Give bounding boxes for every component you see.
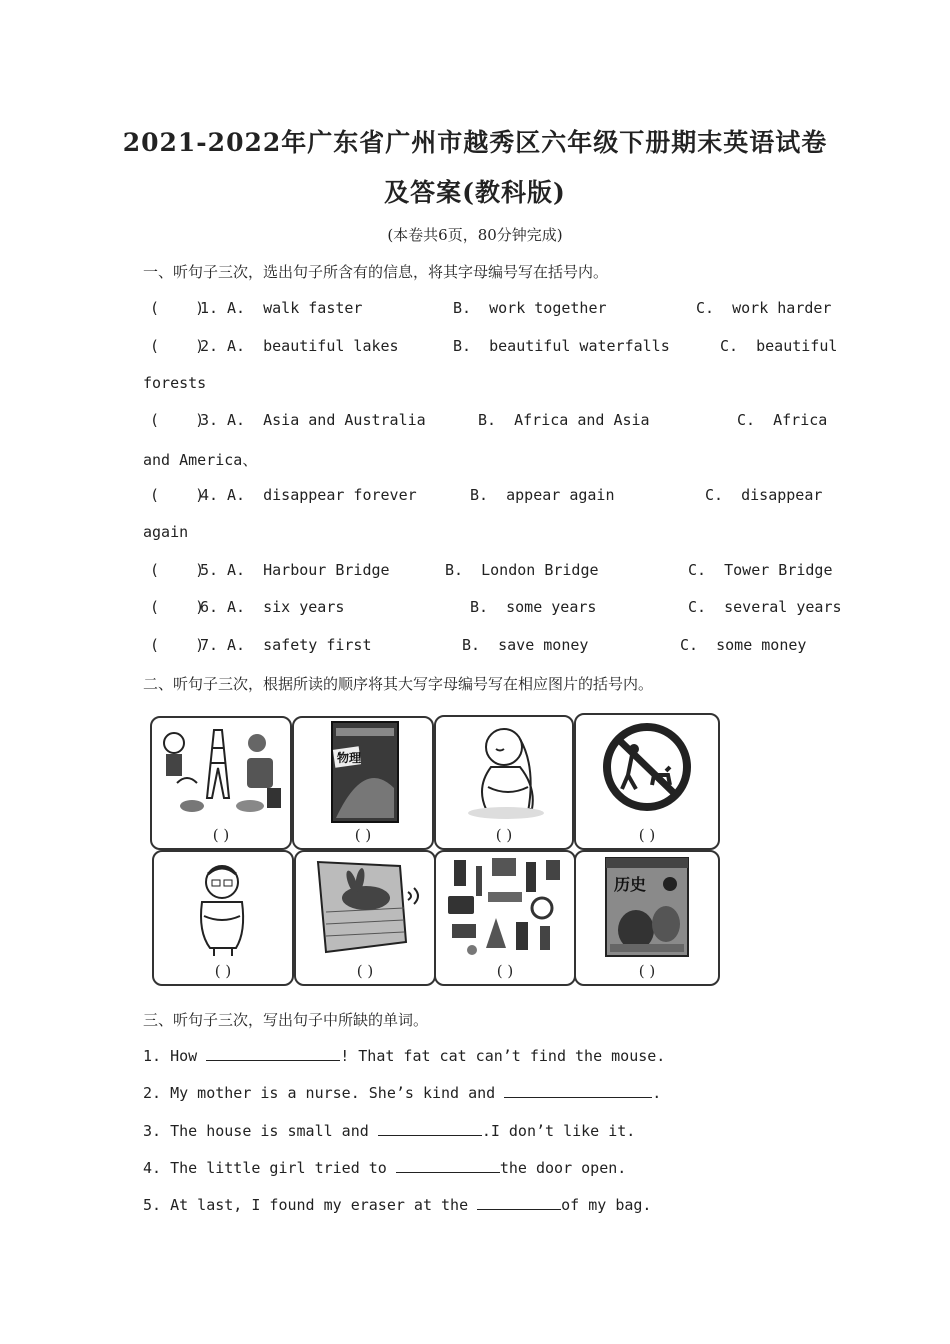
rabbit-wall-icon <box>296 852 434 960</box>
sentence-text: 1. How <box>143 1047 207 1065</box>
option-c: C. disappear <box>705 486 823 504</box>
fill-sentence-5 <box>143 1195 651 1214</box>
option-b: B. beautiful waterfalls <box>453 337 670 355</box>
section1-heading: 一、听句子三次，选出句子所含有的信息，将其字母编号写在括号内。 <box>143 263 609 281</box>
picture-paren[interactable]: ( ) <box>638 826 656 844</box>
option-c-wrap: and America、 <box>143 451 258 469</box>
picture-cell-physics-book <box>292 716 434 850</box>
option-b: B. some years <box>470 598 597 616</box>
picture-paren[interactable]: ( ) <box>214 962 232 980</box>
option-b: B. save money <box>462 636 589 654</box>
option-a: A. six years <box>227 598 345 616</box>
picture-cell-sad-boy <box>152 850 294 986</box>
no-dog-walking-sign-icon <box>576 715 718 825</box>
option-a: A. walk faster <box>227 299 363 317</box>
fill-sentence-4 <box>143 1158 626 1177</box>
picture-cell-history-book <box>574 850 720 986</box>
answer-blank[interactable] <box>378 1121 482 1136</box>
picture-grid <box>148 713 720 987</box>
question-number: 1. <box>200 299 219 317</box>
option-c: C. Africa <box>737 411 828 429</box>
book-label: 物理 <box>337 751 362 765</box>
option-c: C. several years <box>688 598 842 616</box>
page-title-line2: 及答案(教科版) <box>384 178 566 207</box>
answer-bracket[interactable]: ( ) <box>150 561 205 579</box>
london-landmarks-icon <box>436 852 574 960</box>
answer-blank[interactable] <box>206 1046 340 1061</box>
section2-heading: 二、听句子三次，根据所读的顺序将其大写字母编号写在相应图片的括号内。 <box>143 675 654 693</box>
page-subtitle: (本卷共6页，80分钟完成) <box>387 226 563 244</box>
option-a: A. Harbour Bridge <box>227 561 390 579</box>
sentence-text: ! That fat cat can’t find the mouse. <box>340 1047 666 1065</box>
sad-boy-icon <box>154 852 292 960</box>
fill-sentence-3 <box>143 1121 635 1140</box>
answer-blank[interactable] <box>504 1083 652 1098</box>
book-label: 历史 <box>614 875 647 894</box>
picture-paren[interactable]: ( ) <box>495 826 513 844</box>
question-number: 3. <box>200 411 219 429</box>
option-a: A. beautiful lakes <box>227 337 399 355</box>
sentence-text: 3. The house is small and <box>143 1122 378 1140</box>
picture-paren[interactable]: ( ) <box>496 962 514 980</box>
sentence-text: 5. At last, I found my eraser at the <box>143 1196 478 1214</box>
answer-bracket[interactable]: ( ) <box>150 486 205 504</box>
picture-cell-london <box>434 850 576 986</box>
picture-cell-no-dog-walking <box>574 713 720 850</box>
answer-bracket[interactable]: ( ) <box>150 299 205 317</box>
history-book-icon <box>576 852 718 960</box>
picture-cell-rabbit-wall <box>294 850 436 986</box>
picture-cell-paris <box>150 716 292 850</box>
section3-heading: 三、听句子三次，写出句子中所缺的单词。 <box>143 1011 429 1029</box>
option-a: A. disappear forever <box>227 486 417 504</box>
option-b: B. London Bridge <box>445 561 599 579</box>
option-c: C. work harder <box>696 299 832 317</box>
paris-landmarks-icon <box>152 718 290 823</box>
answer-bracket[interactable]: ( ) <box>150 411 205 429</box>
option-c-wrap: again <box>143 523 189 541</box>
answer-blank[interactable] <box>396 1158 500 1173</box>
answer-bracket[interactable]: ( ) <box>150 598 205 616</box>
sentence-text: 2. My mother is a nurse. She’s kind and <box>143 1084 505 1102</box>
sentence-text: the door open. <box>499 1159 627 1177</box>
question-number: 6. <box>200 598 219 616</box>
picture-cell-thinking-girl <box>434 715 574 850</box>
option-a: A. Asia and Australia <box>227 411 426 429</box>
option-c: C. Tower Bridge <box>688 561 833 579</box>
option-b: B. work together <box>453 299 607 317</box>
picture-paren[interactable]: ( ) <box>212 826 230 844</box>
thinking-girl-icon <box>436 717 572 825</box>
answer-blank[interactable] <box>477 1195 561 1210</box>
picture-paren[interactable]: ( ) <box>638 962 656 980</box>
picture-paren[interactable]: ( ) <box>356 962 374 980</box>
question-number: 7. <box>200 636 219 654</box>
fill-sentence-1 <box>143 1046 665 1065</box>
option-b: B. Africa and Asia <box>478 411 650 429</box>
option-c: C. beautiful <box>720 337 838 355</box>
question-number: 2. <box>200 337 219 355</box>
answer-bracket[interactable]: ( ) <box>150 636 205 654</box>
sentence-text: .I don’t like it. <box>481 1122 636 1140</box>
sentence-text: 4. The little girl tried to <box>143 1159 396 1177</box>
fill-sentence-2 <box>143 1083 661 1102</box>
sentence-text: of my bag. <box>561 1196 652 1214</box>
question-number: 5. <box>200 561 219 579</box>
sentence-text: . <box>652 1084 662 1102</box>
page-title-line1: 2021-2022年广东省广州市越秀区六年级下册期末英语试卷 <box>122 128 828 157</box>
picture-paren[interactable]: ( ) <box>354 826 372 844</box>
option-b: B. appear again <box>470 486 615 504</box>
option-c-wrap: forests <box>143 374 207 392</box>
question-number: 4. <box>200 486 219 504</box>
option-c: C. some money <box>680 636 807 654</box>
physics-book-icon <box>294 718 432 828</box>
answer-bracket[interactable]: ( ) <box>150 337 205 355</box>
option-a: A. safety first <box>227 636 372 654</box>
